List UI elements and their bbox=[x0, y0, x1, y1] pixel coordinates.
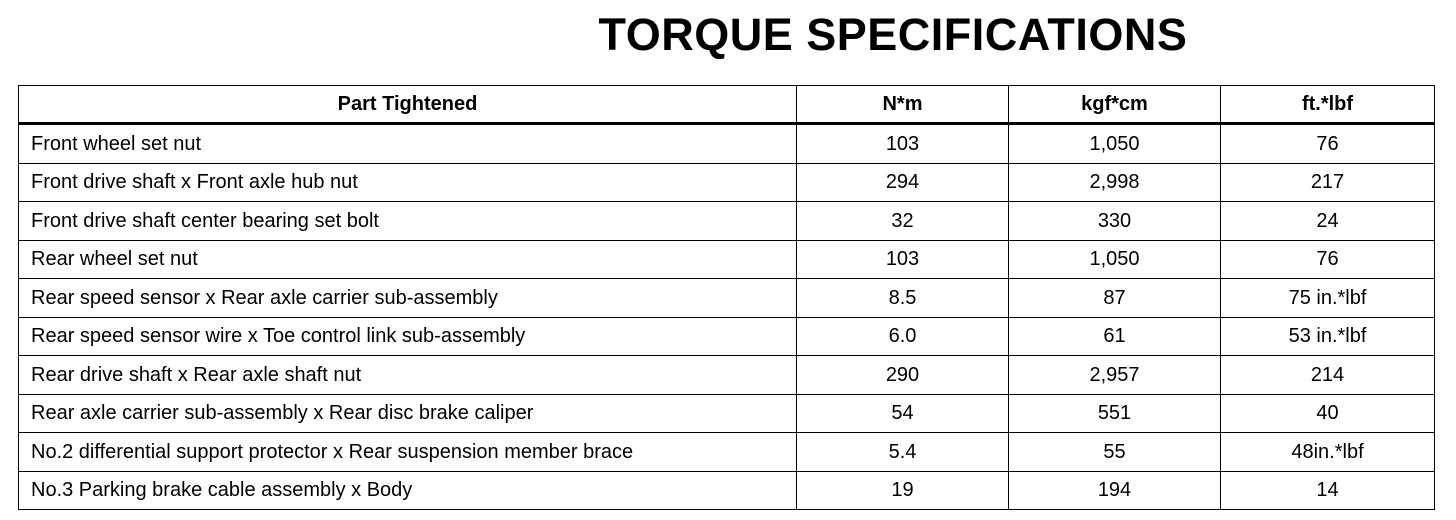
table-row bbox=[19, 394, 1435, 433]
nm-cell: 290 bbox=[797, 356, 1009, 395]
nm-cell: 19 bbox=[797, 471, 1009, 510]
ft-lbf-cell: 214 bbox=[1221, 356, 1435, 395]
part-cell: No.3 Parking brake cable assembly x Body bbox=[19, 471, 797, 510]
nm-cell: 103 bbox=[797, 240, 1009, 279]
page-title: TORQUE SPECIFICATIONS bbox=[598, 9, 1188, 60]
ft-lbf-cell: 40 bbox=[1221, 394, 1435, 433]
part-cell: Rear axle carrier sub-assembly x Rear disc brake caliper bbox=[19, 394, 797, 433]
kgf-cm-cell: 55 bbox=[1009, 433, 1221, 472]
header-nm: N*m bbox=[797, 86, 1009, 124]
table-row bbox=[19, 163, 1435, 202]
nm-cell: 294 bbox=[797, 163, 1009, 202]
nm-cell: 8.5 bbox=[797, 279, 1009, 318]
nm-cell: 103 bbox=[797, 124, 1009, 164]
table-row bbox=[19, 433, 1435, 472]
kgf-cm-cell: 551 bbox=[1009, 394, 1221, 433]
ft-lbf-cell: 48in.*lbf bbox=[1221, 433, 1435, 472]
nm-cell: 6.0 bbox=[797, 317, 1009, 356]
nm-cell: 5.4 bbox=[797, 433, 1009, 472]
kgf-cm-cell: 61 bbox=[1009, 317, 1221, 356]
part-cell: Rear speed sensor x Rear axle carrier sub-assembly bbox=[19, 279, 797, 318]
part-cell: Front drive shaft center bearing set bolt bbox=[19, 202, 797, 241]
table-row bbox=[19, 279, 1435, 318]
nm-cell: 54 bbox=[797, 394, 1009, 433]
table-row bbox=[19, 317, 1435, 356]
kgf-cm-cell: 330 bbox=[1009, 202, 1221, 241]
kgf-cm-cell: 1,050 bbox=[1009, 124, 1221, 164]
table-row bbox=[19, 202, 1435, 241]
ft-lbf-cell: 75 in.*lbf bbox=[1221, 279, 1435, 318]
kgf-cm-cell: 1,050 bbox=[1009, 240, 1221, 279]
ft-lbf-cell: 76 bbox=[1221, 124, 1435, 164]
ft-lbf-cell: 24 bbox=[1221, 202, 1435, 241]
header-ft-lbf: ft.*lbf bbox=[1221, 86, 1435, 124]
part-cell: No.2 differential support protector x Rear suspension member brace bbox=[19, 433, 797, 472]
ft-lbf-cell: 14 bbox=[1221, 471, 1435, 510]
part-cell: Front wheel set nut bbox=[19, 124, 797, 164]
part-cell: Rear speed sensor wire x Toe control link sub-assembly bbox=[19, 317, 797, 356]
kgf-cm-cell: 194 bbox=[1009, 471, 1221, 510]
kgf-cm-cell: 87 bbox=[1009, 279, 1221, 318]
header-kgf-cm: kgf*cm bbox=[1009, 86, 1221, 124]
table-row bbox=[19, 356, 1435, 395]
part-cell: Front drive shaft x Front axle hub nut bbox=[19, 163, 797, 202]
table-row bbox=[19, 124, 1435, 164]
kgf-cm-cell: 2,998 bbox=[1009, 163, 1221, 202]
header-part-tightened: Part Tightened bbox=[19, 86, 797, 124]
torque-table bbox=[18, 85, 1435, 510]
nm-cell: 32 bbox=[797, 202, 1009, 241]
table-header-row bbox=[19, 86, 1435, 124]
part-cell: Rear drive shaft x Rear axle shaft nut bbox=[19, 356, 797, 395]
table-row bbox=[19, 240, 1435, 279]
ft-lbf-cell: 76 bbox=[1221, 240, 1435, 279]
kgf-cm-cell: 2,957 bbox=[1009, 356, 1221, 395]
part-cell: Rear wheel set nut bbox=[19, 240, 797, 279]
ft-lbf-cell: 53 in.*lbf bbox=[1221, 317, 1435, 356]
ft-lbf-cell: 217 bbox=[1221, 163, 1435, 202]
table-row bbox=[19, 471, 1435, 510]
